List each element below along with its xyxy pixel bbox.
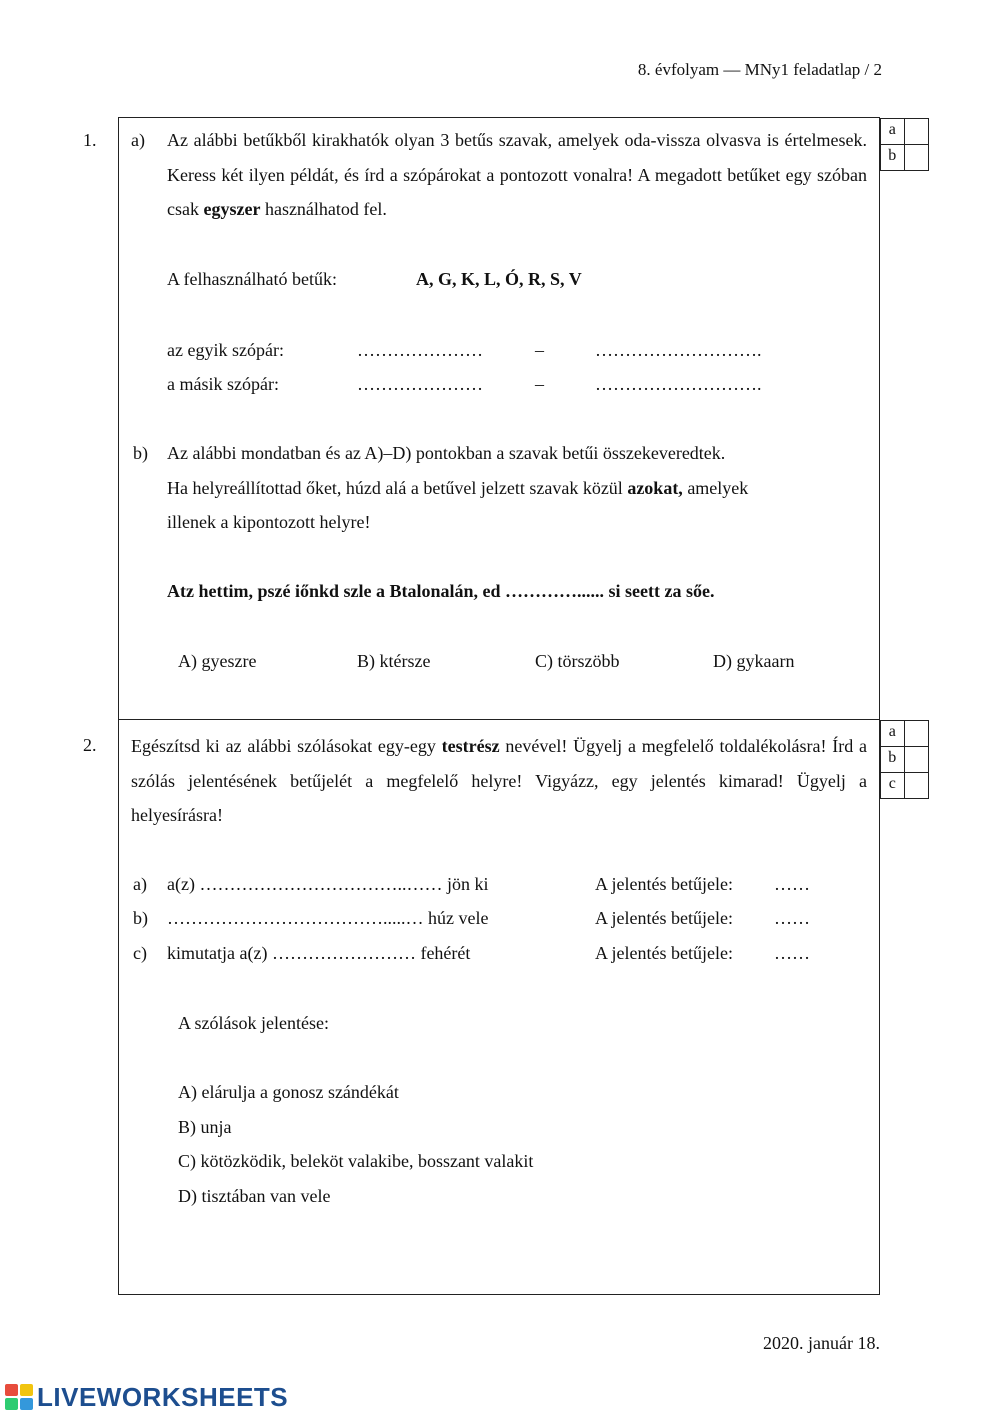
item-b-label: b) — [133, 908, 148, 928]
liveworksheets-wordmark: LIVEWORKSHEETS — [37, 1381, 289, 1412]
score-label-b: b — [881, 747, 905, 773]
task1b-line2-bold: azokat, — [627, 478, 683, 498]
liveworksheets-brand[interactable] — [5, 1382, 288, 1412]
task1b-line2-part1: Ha helyreállítottad őket, húzd alá a betűvel jelzett szavak közül — [167, 478, 628, 498]
item-b-meaning-blank[interactable]: …… — [774, 908, 810, 928]
item-a-label: a) — [133, 874, 147, 894]
meaning-c: C) kötözködik, beleköt valakibe, bosszant valakit — [178, 1151, 534, 1171]
pair1-dash: – — [535, 340, 544, 360]
task1b-line2-part2: amelyek — [682, 478, 749, 498]
task2-instructions — [131, 729, 867, 833]
task1b-label: b) — [133, 443, 148, 463]
score-cell-b[interactable] — [904, 145, 928, 171]
task1a-intro-part2: használhatod fel. — [260, 199, 387, 219]
task2-score-box — [880, 720, 929, 799]
item-a-meaning-label: A jelentés betűjele: — [595, 874, 733, 894]
task1-score-box — [880, 118, 929, 171]
liveworksheets-logo-icon — [5, 1384, 33, 1410]
task1a-label: a) — [131, 130, 145, 150]
task2-intro-bold: testrész — [441, 736, 500, 756]
pair2-blank-left[interactable]: ………………… — [357, 374, 483, 394]
option-d[interactable]: D) gykaarn — [713, 651, 795, 671]
letters-label: A felhasználható betűk: — [167, 269, 337, 289]
letters-list: A, G, K, L, Ó, R, S, V — [416, 269, 582, 289]
item-c-label: c) — [133, 943, 147, 963]
task1a-instructions — [167, 123, 867, 227]
meaning-a: A) elárulja a gonosz szándékát — [178, 1082, 399, 1102]
scrambled-sentence: Atz hettim, pszé iőnkd szle a Btalonalán, ed …………...... si seett za sőe. — [167, 581, 715, 601]
score-label-c: c — [881, 773, 905, 799]
score-cell-b[interactable] — [904, 747, 928, 773]
score-label-b: b — [881, 145, 905, 171]
option-a[interactable]: A) gyeszre — [178, 651, 257, 671]
pair1-label: az egyik szópár: — [167, 340, 284, 360]
pair2-label: a másik szópár: — [167, 374, 279, 394]
task1-number: 1. — [83, 130, 97, 150]
task1b-line3: illenek a kipontozott helyre! — [167, 512, 371, 532]
pair2-dash: – — [535, 374, 544, 394]
task1a-intro-bold: egyszer — [203, 199, 261, 219]
pair1-blank-right[interactable]: ………………………. — [595, 340, 762, 360]
item-c-text[interactable]: kimutatja a(z) …………………… fehérét — [167, 943, 471, 963]
option-c[interactable]: C) törszöbb — [535, 651, 620, 671]
option-b[interactable]: B) ktérsze — [357, 651, 431, 671]
task1b-line1: Az alábbi mondatban és az A)–D) pontokban a szavak betűi összekeveredtek. — [167, 443, 726, 463]
item-a-text[interactable]: a(z) ……………………………..…… jön ki — [167, 874, 489, 894]
pair2-blank-right[interactable]: ………………………. — [595, 374, 762, 394]
item-b-meaning-label: A jelentés betűjele: — [595, 908, 733, 928]
meanings-title: A szólások jelentése: — [178, 1013, 329, 1033]
item-b-text[interactable]: ……………………………….....… húz vele — [167, 908, 489, 928]
item-c-meaning-blank[interactable]: …… — [774, 943, 810, 963]
meaning-d: D) tisztában van vele — [178, 1186, 331, 1206]
item-c-meaning-label: A jelentés betűjele: — [595, 943, 733, 963]
meaning-b: B) unja — [178, 1117, 232, 1137]
task1a-intro-part1: Az alábbi betűkből kirakhatók olyan 3 betűs szavak, amelyek oda-vissza olvasva is értelmesek. Keress két ilyen példát, és írd a szópárokat a pontozott vonalra! A megadott betűket egy szóban csak — [167, 130, 867, 219]
score-label-a: a — [881, 119, 905, 145]
score-label-a: a — [881, 721, 905, 747]
footer-date: 2020. január 18. — [763, 1333, 880, 1353]
score-cell-a[interactable] — [904, 119, 928, 145]
pair1-blank-left[interactable]: ………………… — [357, 340, 483, 360]
page-header: 8. évfolyam — MNy1 feladatlap / 2 — [637, 60, 882, 79]
item-a-meaning-blank[interactable]: …… — [774, 874, 810, 894]
score-cell-c[interactable] — [904, 773, 928, 799]
task2-intro-part2: nevével! Ügyelj a megfelelő toldalékolásra! Írd a szólás jelentésének betűjelét a megfelelő helyre! Vigyázz, egy jelentés kimarad! Ügyelj a helyesírásra! — [131, 736, 867, 825]
task1b-line2 — [167, 478, 748, 499]
score-cell-a[interactable] — [904, 721, 928, 747]
task2-intro-part1: Egészítsd ki az alábbi szólásokat egy-egy — [131, 736, 442, 756]
task2-number: 2. — [83, 735, 97, 755]
